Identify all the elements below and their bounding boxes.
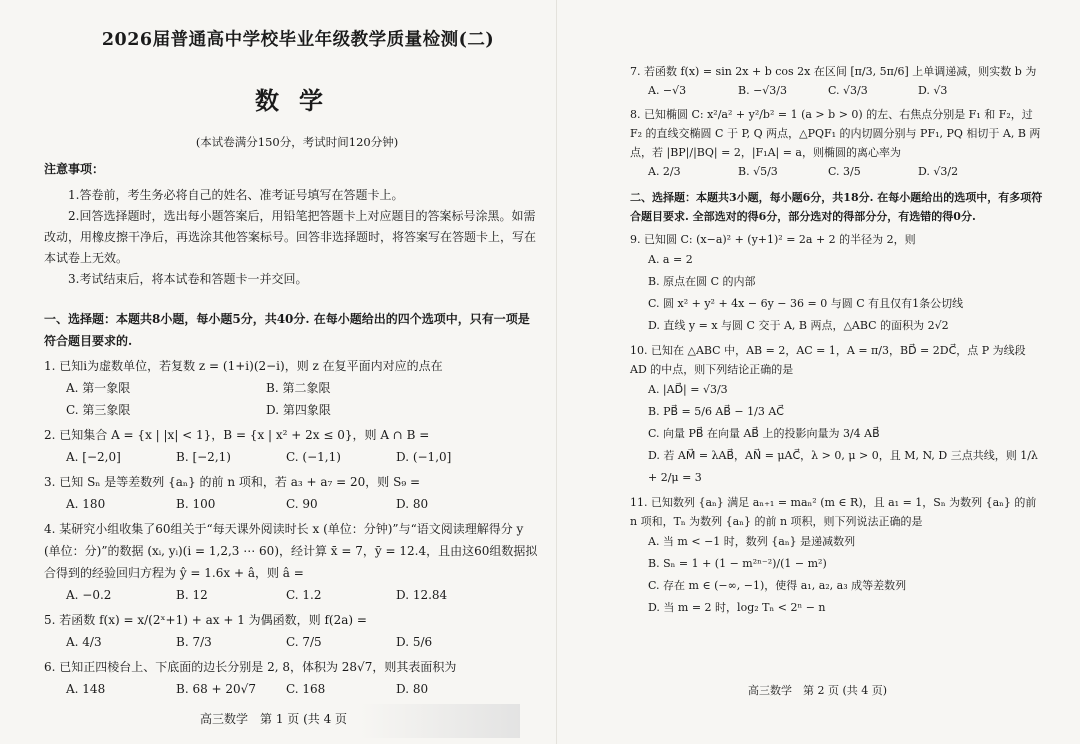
notice-item: 2.回答选择题时，选出每小题答案后，用铅笔把答题卡上对应题目的答案标号涂黑。如需改动，用橡皮擦干净后，再选涂其他答案标号。回答非选择题时，将答案写在答题卡上，写在本试卷上无效。	[44, 209, 537, 265]
option-a: A. a = 2	[648, 253, 693, 266]
notice-item: 1.答卷前，考生务必将自己的姓名、准考证号填写在答题卡上。	[68, 188, 404, 202]
option-c: C. 168	[286, 682, 326, 696]
option-c: C. 存在 m ∈ (−∞, −1)，使得 a₁, a₂, a₃ 成等差数列	[648, 579, 907, 592]
option-c: C. √3/3	[828, 84, 868, 97]
option-a: A. 当 m < −1 时，数列 {aₙ} 是递减数列	[648, 535, 856, 548]
option-a: A. 148	[66, 682, 106, 696]
option-a: A. [−2,0]	[66, 450, 121, 464]
option-b: B. 12	[176, 588, 208, 602]
question-4: 4. 某研究小组收集了60组关于“每天课外阅读时长 x (单位：分钟)”与“语文阅读理解得分 y (单位：分)”的数据 (xᵢ, yᵢ)(i = 1,2,3 ⋯ 60)，经计算 x̄ = 7，ȳ = 12.4，且由这60组数据拟合得到的经验回归方程为 ŷ = 1.6x + â，则 â =	[44, 522, 538, 580]
option-d: D. (−1,0]	[396, 450, 452, 464]
option-b: B. 原点在圆 C 的内部	[648, 275, 756, 288]
question-7: 7. 若函数 f(x) = sin 2x + b cos 2x 在区间 [π/3, 5π/6] 上单调递减，则实数 b 为	[630, 65, 1037, 78]
page-2	[560, 0, 1080, 744]
option-c: C. 1.2	[286, 588, 322, 602]
option-a: A. |AD⃗| = √3/3	[648, 383, 728, 396]
exam-info: (本试卷满分150分，考试时间120分钟)	[195, 135, 399, 149]
option-b: B. [−2,1)	[176, 450, 231, 464]
option-a: A. 2/3	[648, 165, 681, 178]
page-2-footer: 高三数学 第 2 页 (共 4 页)	[748, 684, 888, 697]
question-3: 3. 已知 Sₙ 是等差数列 {aₙ} 的前 n 项和，若 a₃ + a₇ = 20，则 S₉ =	[44, 475, 421, 489]
option-d: D. 5/6	[396, 635, 433, 649]
question-8-options	[630, 162, 1044, 182]
option-c: C. (−1,1)	[286, 450, 341, 464]
option-d: D. √3/2	[918, 165, 959, 178]
question-1-options	[44, 377, 538, 399]
option-c: C. 7/5	[286, 635, 322, 649]
option-c: C. 第三象限	[66, 403, 131, 417]
question-9: 9. 已知圆 C: (x−a)² + (y+1)² = 2a + 2 的半径为 2，则	[630, 233, 916, 246]
question-7-options	[630, 81, 1044, 101]
scan-shadow	[360, 704, 520, 738]
option-b: B. PB⃗ = 5/6 AB⃗ − 1/3 AC⃗	[648, 405, 784, 418]
option-d: D. 若 AM⃗ = λAB⃗，AN⃗ = μAC⃗，λ > 0, μ > 0，且 M, N, D 三点共线，则 1/λ + 2/μ = 3	[648, 449, 1038, 484]
question-8: 8. 已知椭圆 C: x²/a² + y²/b² = 1 (a > b > 0) 的左、右焦点分别是 F₁ 和 F₂，过 F₂ 的直线交椭圆 C 于 P, Q 两点，△PQF₁ 的内切圆分别与 PF₁, PQ 相切于 A, B 两点，若 |BP|/|BQ| = 2，|F₁A| = a，则椭圆的离心率为	[630, 108, 1041, 159]
question-2-options	[44, 446, 538, 468]
option-b: B. 第二象限	[266, 381, 331, 395]
option-b: B. Sₙ = 1 + (1 − m²ⁿ⁻²)/(1 − m²)	[648, 557, 827, 570]
question-4-options	[44, 584, 538, 606]
option-a: A. 4/3	[66, 635, 102, 649]
question-1: 1. 已知i为虚数单位，若复数 z = (1+i)(2−i)，则 z 在复平面内对应的点在	[44, 359, 443, 373]
option-a: A. 第一象限	[66, 381, 131, 395]
option-c: C. 圆 x² + y² + 4x − 6y − 36 = 0 与圆 C 有且仅有1条公切线	[648, 297, 964, 310]
question-5: 5. 若函数 f(x) = x/(2ˣ+1) + ax + 1 为偶函数，则 f(2a) =	[44, 613, 367, 627]
option-d: D. √3	[918, 84, 948, 97]
section-2-heading: 二、选择题：本题共3小题，每小题6分，共18分. 在每小题给出的选项中，有多项符合题目要求. 全部选对的得6分，部分选对的得部分分，有选错的得0分.	[630, 191, 1043, 223]
option-d: D. 80	[396, 497, 429, 511]
option-d: D. 直线 y = x 与圆 C 交于 A, B 两点，△ABC 的面积为 2√2	[648, 319, 949, 332]
question-10: 10. 已知在 △ABC 中，AB = 2，AC = 1，A = π/3，BD⃗ = 2DC⃗，点 P 为线段 AD 的中点，则下列结论正确的是	[630, 344, 1026, 376]
option-b: B. 7/3	[176, 635, 212, 649]
option-a: A. −0.2	[66, 588, 112, 602]
question-5-options	[44, 631, 538, 653]
page-1-footer: 高三数学 第 1 页 (共 4 页	[200, 712, 348, 726]
option-c: C. 90	[286, 497, 318, 511]
notice-item: 3.考试结束后，将本试卷和答题卡一并交回。	[68, 272, 308, 286]
option-a: A. −√3	[648, 84, 687, 97]
section-1-heading: 一、选择题：本题共8小题，每小题5分，共40分. 在每小题给出的四个选项中，只有一项是符合题目要求的.	[44, 312, 530, 348]
option-c: C. 向量 PB⃗ 在向量 AB⃗ 上的投影向量为 3/4 AB⃗	[648, 427, 880, 440]
question-6: 6. 已知正四棱台上、下底面的边长分别是 2, 8，体积为 28√7，则其表面积为	[44, 660, 457, 674]
option-c: C. 3/5	[828, 165, 861, 178]
option-b: B. 100	[176, 497, 216, 511]
option-d: D. 80	[396, 682, 429, 696]
option-a: A. 180	[66, 497, 106, 511]
option-d: D. 12.84	[396, 588, 448, 602]
option-b: B. 68 + 20√7	[176, 682, 256, 696]
question-3-options	[44, 493, 538, 515]
question-11: 11. 已知数列 {aₙ} 满足 aₙ₊₁ = maₙ² (m ∈ R)，且 a₁ = 1，Sₙ 为数列 {aₙ} 的前 n 项和，Tₙ 为数列 {aₙ} 的前 n 项积，则下列说法正确的是	[630, 496, 1037, 528]
option-b: B. −√3/3	[738, 84, 788, 97]
notice-title: 注意事项：	[44, 162, 105, 176]
question-2: 2. 已知集合 A = {x | |x| < 1}，B = {x | x² + 2x ≤ 0}，则 A ∩ B =	[44, 428, 430, 442]
exam-title: 2026届普通高中学校毕业年级教学质量检测(二)	[101, 30, 495, 50]
option-d: D. 当 m = 2 时，log₂ Tₙ < 2ⁿ − n	[648, 601, 826, 614]
question-6-options	[44, 678, 538, 700]
subject-title: 数学	[255, 86, 343, 115]
option-b: B. √5/3	[738, 165, 778, 178]
question-1-options	[44, 399, 538, 421]
option-d: D. 第四象限	[266, 403, 331, 417]
